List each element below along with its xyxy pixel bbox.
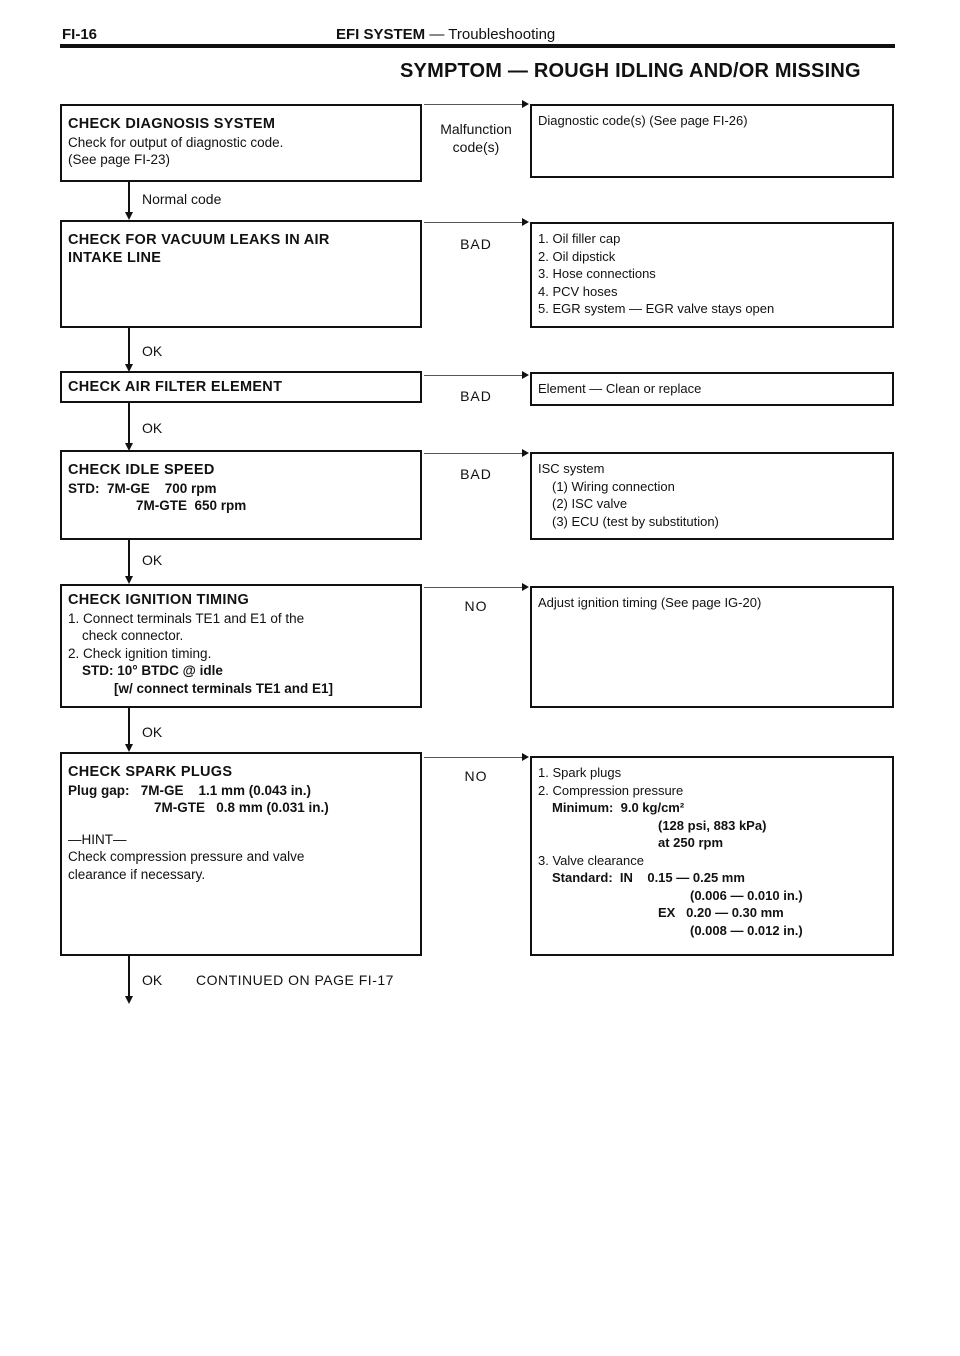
section-title-main: EFI SYSTEM xyxy=(336,26,426,43)
result-diagnostic-codes-box xyxy=(530,104,894,178)
arrow-down-icon xyxy=(125,996,133,1004)
arrow-right-icon xyxy=(522,583,529,591)
step-title: CHECK IGNITION TIMING xyxy=(68,592,250,608)
branch-label-line: code(s) xyxy=(452,139,500,155)
step-air-filter-box xyxy=(60,371,422,403)
connector-label: Normal code xyxy=(142,191,222,207)
step-diagnosis-box xyxy=(60,104,422,182)
result-line: ISC system xyxy=(538,461,605,476)
step-std: STD: 7M-GE 700 rpm xyxy=(68,480,217,496)
step-vacuum-leaks-box xyxy=(60,220,422,328)
connector-label: OK xyxy=(142,552,163,568)
arrow-down-icon xyxy=(125,576,133,584)
branch-label-no: NO xyxy=(464,598,488,614)
result-ignition-box xyxy=(530,586,894,708)
branch-connector xyxy=(424,375,526,376)
step-title: CHECK SPARK PLUGS xyxy=(68,764,233,780)
step-line: check connector. xyxy=(82,628,184,643)
step-ignition-timing-box xyxy=(60,584,422,708)
result-vacuum-box xyxy=(530,222,894,328)
step-std: [w/ connect terminals TE1 and E1] xyxy=(114,680,334,696)
branch-label-bad: BAD xyxy=(460,236,492,252)
step-std: STD: 10° BTDC @ idle xyxy=(82,663,223,678)
result-line: at 250 rpm xyxy=(658,835,724,850)
result-line: (2) ISC valve xyxy=(552,496,628,511)
section-title-sub: — Troubleshooting xyxy=(429,26,556,43)
symptom-heading: SYMPTOM — ROUGH IDLING AND/OR MISSING xyxy=(400,60,861,82)
step-spark-plugs-box xyxy=(60,752,422,956)
hint-line: Check compression pressure and valve xyxy=(68,849,305,864)
result-line: 2. Oil dipstick xyxy=(538,248,616,264)
step-title: CHECK FOR VACUUM LEAKS IN AIR xyxy=(68,232,330,248)
result-line: Minimum: 9.0 kg/cm² xyxy=(552,800,685,815)
branch-label-line: Malfunction xyxy=(440,121,512,137)
connector-label: OK xyxy=(142,724,163,740)
arrow-down-icon xyxy=(125,744,133,752)
result-line: (1) Wiring connection xyxy=(552,478,675,494)
step-line: 2. Check ignition timing. xyxy=(68,645,212,661)
arrow-right-icon xyxy=(522,753,529,761)
result-isc-box xyxy=(530,452,894,540)
page-number: FI-16 xyxy=(62,26,98,43)
result-line: Element — Clean or replace xyxy=(538,381,702,396)
branch-connector xyxy=(424,104,526,105)
branch-label-bad: BAD xyxy=(460,466,492,482)
branch-connector xyxy=(424,757,526,758)
step-title: INTAKE LINE xyxy=(68,249,162,266)
result-line: 4. PCV hoses xyxy=(538,283,618,299)
branch-label-no: NO xyxy=(464,768,488,784)
arrow-right-icon xyxy=(522,449,529,457)
result-line: (128 psi, 883 kPa) xyxy=(658,817,767,833)
step-title: CHECK DIAGNOSIS SYSTEM xyxy=(68,116,276,132)
step-gap: 7M-GTE 0.8 mm (0.031 in.) xyxy=(154,800,329,815)
hint-line: clearance if necessary. xyxy=(68,866,206,882)
result-line: Standard: IN 0.15 — 0.25 mm xyxy=(552,870,745,885)
result-line: (0.008 — 0.012 in.) xyxy=(690,922,803,938)
connector-label: OK xyxy=(142,420,163,436)
branch-label-bad: BAD xyxy=(460,388,492,404)
step-title: CHECK IDLE SPEED xyxy=(68,462,215,478)
result-element-box xyxy=(530,372,894,406)
step-gap: Plug gap: 7M-GE 1.1 mm (0.043 in.) xyxy=(68,782,312,798)
result-line: 1. Oil filler cap xyxy=(538,231,621,246)
flow-line xyxy=(128,956,130,1000)
result-line: Diagnostic code(s) (See page FI-26) xyxy=(538,113,748,128)
hint-label: —HINT— xyxy=(68,831,127,847)
step-std: 7M-GTE 650 rpm xyxy=(136,498,247,513)
result-line: (0.006 — 0.010 in.) xyxy=(690,887,803,903)
branch-label-malfunction xyxy=(424,120,528,156)
result-spark-box xyxy=(530,756,894,956)
step-line: 1. Connect terminals TE1 and E1 of the xyxy=(68,610,305,626)
result-line: 1. Spark plugs xyxy=(538,765,622,780)
branch-connector xyxy=(424,222,526,223)
connector-label: OK xyxy=(142,972,163,988)
flow-line xyxy=(128,182,130,216)
branch-connector xyxy=(424,453,526,454)
arrow-right-icon xyxy=(522,371,529,379)
branch-connector xyxy=(424,587,526,588)
section-title xyxy=(336,26,555,43)
result-line: EX 0.20 — 0.30 mm xyxy=(658,905,784,920)
result-line: 3. Hose connections xyxy=(538,266,656,281)
result-line: 5. EGR system — EGR valve stays open xyxy=(538,301,775,316)
result-line: Adjust ignition timing (See page IG-20) xyxy=(538,595,762,610)
result-line: 2. Compression pressure xyxy=(538,782,684,798)
result-line: 3. Valve clearance xyxy=(538,852,644,868)
arrow-right-icon xyxy=(522,218,529,226)
connector-label: OK xyxy=(142,343,163,359)
arrow-right-icon xyxy=(522,100,529,108)
continued-note: CONTINUED ON PAGE FI-17 xyxy=(196,972,394,988)
step-line: Check for output of diagnostic code. xyxy=(68,134,284,150)
step-idle-speed-box xyxy=(60,450,422,540)
result-line: (3) ECU (test by substitution) xyxy=(552,513,719,529)
step-line: (See page FI-23) xyxy=(68,152,171,167)
step-title: CHECK AIR FILTER ELEMENT xyxy=(68,379,283,395)
header-rule xyxy=(60,44,895,48)
arrow-down-icon xyxy=(125,212,133,220)
